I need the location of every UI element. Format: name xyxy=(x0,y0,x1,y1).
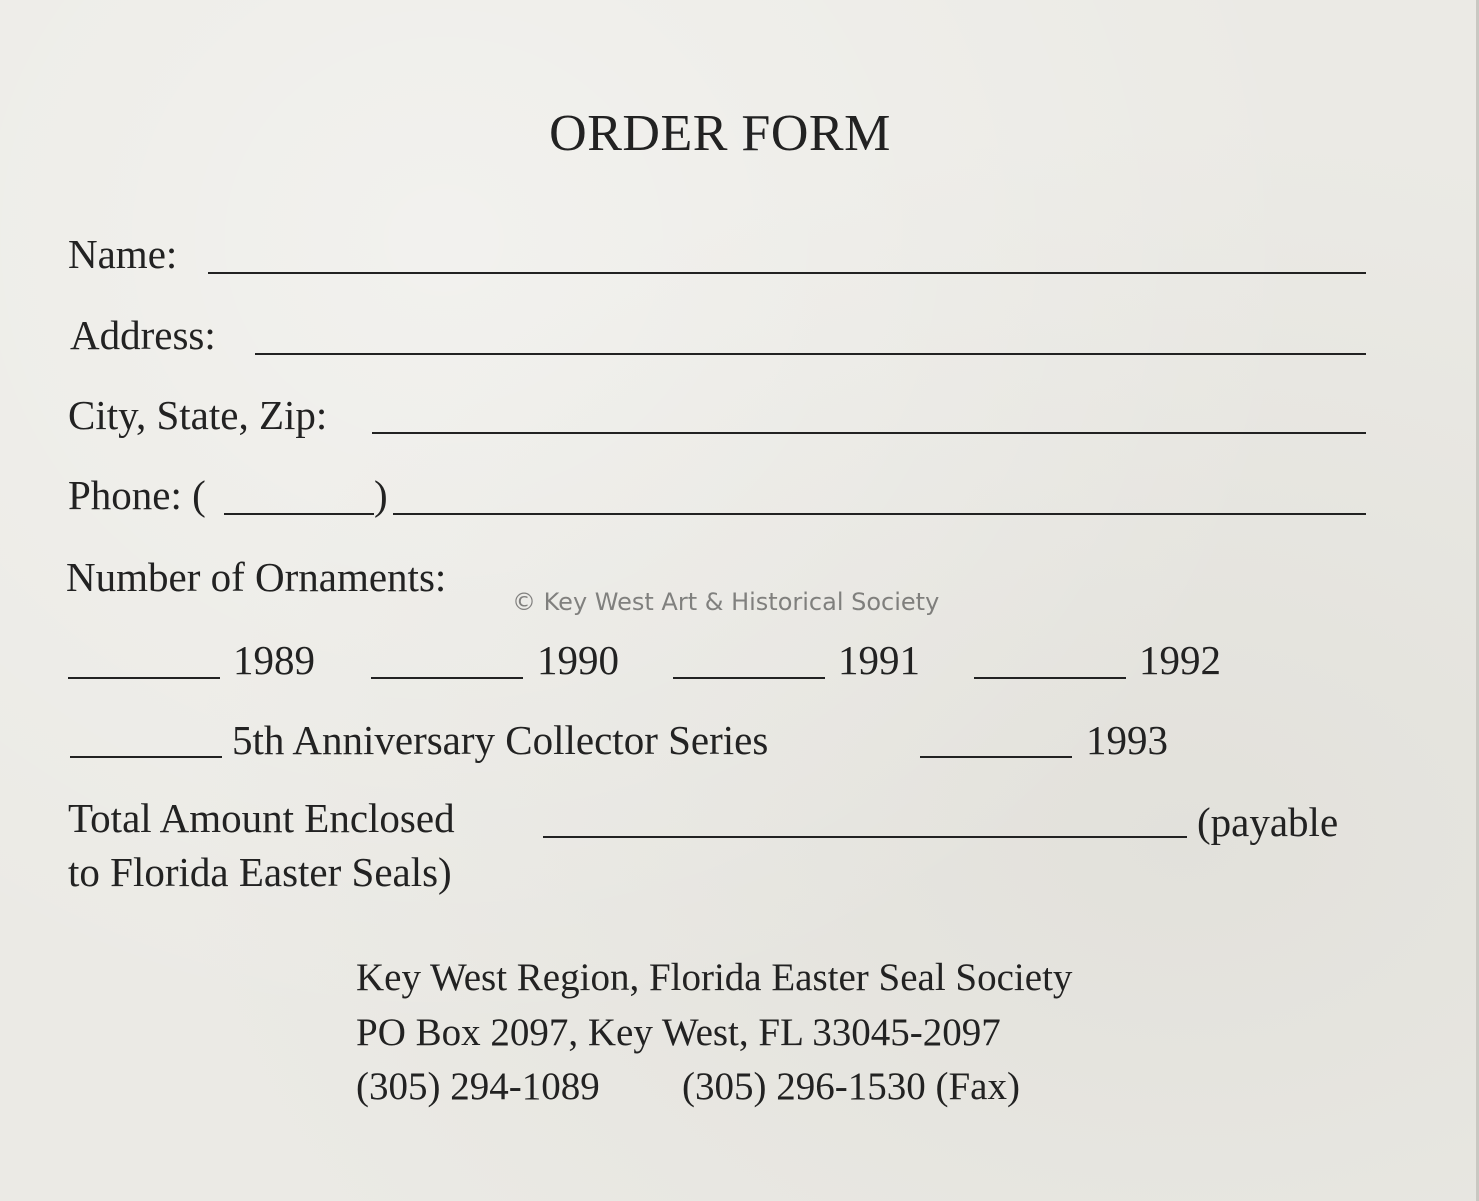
payable-text: (payable xyxy=(1197,799,1339,845)
ornaments-label: Number of Ornaments: xyxy=(66,554,447,600)
phone-paren-close: ) xyxy=(374,472,388,518)
year-1990: 1990 xyxy=(537,637,619,683)
qty-collector-series-line[interactable] xyxy=(70,756,222,758)
qty-1990-line[interactable] xyxy=(371,677,523,679)
phone-area-code-line[interactable] xyxy=(224,513,374,515)
qty-1989-line[interactable] xyxy=(68,677,220,679)
phone-label: Phone: ( xyxy=(68,472,206,518)
footer-fax: (305) 296-1530 (Fax) xyxy=(682,1065,1020,1108)
year-1989: 1989 xyxy=(233,637,315,683)
city-state-zip-field-line[interactable] xyxy=(372,432,1366,434)
collector-series-label: 5th Anniversary Collector Series xyxy=(232,717,769,763)
phone-number-line[interactable] xyxy=(393,513,1366,515)
qty-1992-line[interactable] xyxy=(974,677,1126,679)
qty-1991-line[interactable] xyxy=(673,677,825,679)
year-1993: 1993 xyxy=(1086,717,1168,763)
address-label: Address: xyxy=(70,312,216,358)
payable-text-line2: to Florida Easter Seals) xyxy=(68,849,452,895)
qty-1993-line[interactable] xyxy=(920,756,1072,758)
name-field-line[interactable] xyxy=(208,272,1366,274)
name-label: Name: xyxy=(68,231,178,277)
year-1992: 1992 xyxy=(1139,637,1221,683)
form-title: ORDER FORM xyxy=(549,105,891,162)
total-amount-line[interactable] xyxy=(543,836,1187,838)
total-amount-label: Total Amount Enclosed xyxy=(68,795,455,841)
footer-org: Key West Region, Florida Easter Seal Society xyxy=(356,956,1073,999)
address-field-line[interactable] xyxy=(255,353,1366,355)
footer-phone: (305) 294-1089 xyxy=(356,1065,600,1108)
year-1991: 1991 xyxy=(838,637,920,683)
footer-address: PO Box 2097, Key West, FL 33045-2097 xyxy=(356,1011,1001,1054)
city-state-zip-label: City, State, Zip: xyxy=(68,392,328,438)
watermark: © Key West Art & Historical Society xyxy=(512,588,940,616)
